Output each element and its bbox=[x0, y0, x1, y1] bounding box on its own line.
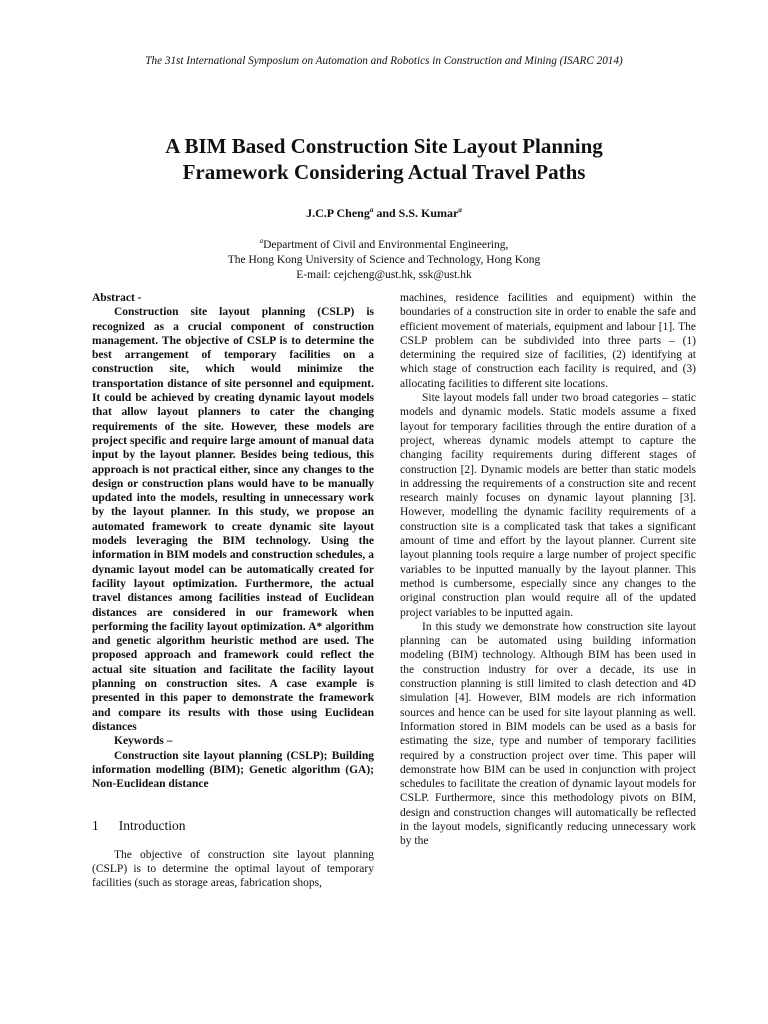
affiliation bbox=[0, 234, 768, 283]
author-2-affil-mark: a bbox=[458, 206, 462, 214]
author-2: and S.S. Kumar bbox=[373, 206, 459, 220]
intro-paragraph-1-cont: machines, residence facilities and equipment) within the boundaries of a construction site in order to enable the safe and efficient movement of materials, equipment and labour [1]. The CSLP problem can be subdivided into three parts – (1) determining the required size of facilities, (2) identifying at which stage of construction each facility is required, and (3) allocating facilities to different site locations. bbox=[400, 292, 696, 390]
keywords-text: Construction site layout planning (CSLP); Building information modelling (BIM); Genetic algorithm (GA); Non-Euclidean distance bbox=[92, 749, 374, 791]
affil-line-1: Department of Civil and Environmental Engineering, bbox=[263, 238, 509, 251]
affil-mark: a bbox=[259, 237, 264, 245]
author-1-affil-mark: a bbox=[369, 206, 374, 214]
section-title: Introduction bbox=[118, 818, 186, 834]
title-line-2: Framework Considering Actual Travel Paths bbox=[182, 160, 586, 184]
intro-paragraph-1: The objective of construction site layout planning (CSLP) is to determine the optimal layout of temporary facilities (such as storage areas, fabrication shops, bbox=[92, 848, 374, 890]
intro-paragraph-3: In this study we demonstrate how construction site layout planning can be automated using building information modeling (BIM) technology. Although BIM has been used in the construction industry for over a decade, its use in construction planning is still limited to clash detection and 4D simulation [4]. However, BIM models are rich information sources and hence can be used for site layout planning as well. Information stored in BIM models can be used as a basis for estimating the size, type and number of temporary facilities required by a construction project over time. This paper will demonstrate how BIM can be used in conjunction with project schedules to facilitate the creation of dynamic layout models for CSLP. Furthermore, since this methodology pivots on BIM, design and construction changes will automatically be reflected in the layout models, significantly reducing unnecessary work by the bbox=[400, 620, 696, 848]
conference-header: The 31st International Symposium on Automation and Robotics in Construction and Mining (ISARC 2014) bbox=[145, 55, 623, 67]
section-heading bbox=[92, 819, 374, 833]
abstract-text: Construction site layout planning (CSLP) is recognized as a crucial component of construction management. The objective of CSLP is to determine the best arrangement of temporary facilities on a construction site, which would minimize the transportation distance of site personnel and equipment. It could be achieved by creating dynamic layout models that allow layout planners to cater the changing requirements of the site. However, these models are project specific and require large amount of manual data input by the layout planner. Besides being tedious, this approach is not practical either, since any changes to the design or construction plans would have to be manually updated into the models, resulting in unnecessary work by the layout planner. In this study, we propose an automated framework to create dynamic site layout models leveraging the BIM technology. Using the information in BIM models and construction schedules, a dynamic layout model can be automatically created for facility layout optimization. Furthermore, the actual travel distances among facilities instead of Euclidean distances are considered in our framework when performing the facility layout optimization. A* algorithm and genetic algorithm heuristic method are used. The proposed approach and framework could reflect the actual site situation and facilitate the facility layout planning on construction sites. A case example is presented in this paper to demonstrate the framework and compare its results with those using Euclidean distances bbox=[92, 306, 374, 733]
affil-line-2: The Hong Kong University of Science and Technology, Hong Kong bbox=[227, 253, 541, 266]
affil-email: E-mail: cejcheng@ust.hk, ssk@ust.hk bbox=[296, 268, 472, 281]
left-column bbox=[92, 291, 374, 891]
section-number: 1 bbox=[92, 818, 99, 834]
author-1: J.C.P Cheng bbox=[306, 206, 370, 220]
authors bbox=[0, 206, 768, 221]
keywords-label: Keywords – bbox=[114, 735, 173, 748]
intro-paragraph-2: Site layout models fall under two broad categories – static models and dynamic models. Static models assume a fixed layout for temporary facilities through the entire duration of a project, whereas dynamic models attempt to capture the changing facility requirements during different stages of construction [2]. Dynamic models are better than static models in addressing the requirements of a construction site and recent research mainly focuses on dynamic layout planning [3]. However, modelling the dynamic facility requirements of a construction site is a complicated task that takes a significant amount of time and effort by the layout planner. Current site layout planning tools require a large number of project specific variables to be inputted manually by the layout planner. This method is cumbersome, especially since any changes to the original construction plan would require all of the updated project variables to be inputted again. bbox=[400, 392, 696, 619]
abstract-label: Abstract - bbox=[92, 292, 142, 304]
paper-title bbox=[0, 133, 768, 185]
title-line-1: A BIM Based Construction Site Layout Planning bbox=[165, 134, 603, 158]
right-column bbox=[400, 291, 696, 849]
